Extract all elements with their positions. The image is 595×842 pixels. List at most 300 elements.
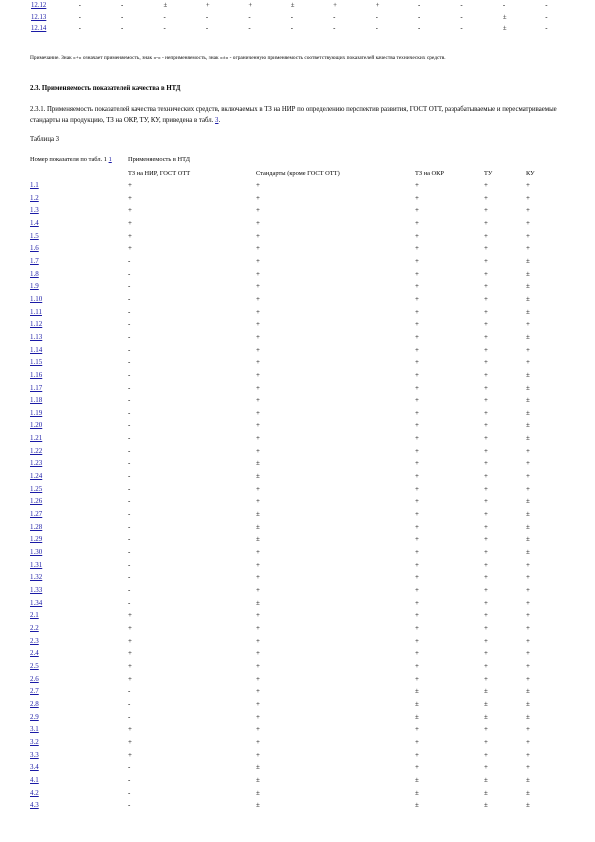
table-3 — [0, 179, 595, 812]
row-number-link[interactable]: 1.31 — [30, 560, 43, 569]
applicability-cell: - — [128, 434, 131, 443]
row-number-link[interactable]: 2.5 — [30, 661, 39, 670]
row-number-link[interactable]: 1.18 — [30, 396, 43, 405]
applicability-cell: - — [128, 256, 131, 265]
row-number-link[interactable]: 12.13 — [31, 13, 47, 21]
applicability-cell: ± — [526, 687, 530, 696]
table-row — [0, 204, 595, 217]
applicability-cell: ± — [526, 282, 530, 291]
applicability-cell: ± — [526, 801, 530, 810]
col-num-header — [30, 156, 120, 164]
row-number-cell — [30, 774, 128, 787]
row-number-link[interactable]: 1.27 — [30, 510, 43, 519]
applicability-cell: + — [128, 661, 132, 670]
applicability-cell: + — [484, 750, 488, 759]
applicability-cell: + — [415, 623, 419, 632]
applicability-cell: + — [484, 497, 488, 506]
applicability-cell: - — [128, 497, 131, 506]
table-row — [0, 268, 595, 281]
applicability-cell: + — [484, 560, 488, 569]
applicability-cell: + — [415, 472, 419, 481]
row-spacer — [0, 584, 30, 597]
applicability-cell: + — [415, 522, 419, 531]
row-number-link[interactable]: 2.1 — [30, 611, 39, 620]
row-number-link[interactable]: 1.21 — [30, 434, 43, 443]
applicability-cell: + — [415, 256, 419, 265]
applicability-cell: - — [128, 522, 131, 531]
table-row — [0, 761, 595, 774]
applicability-cell: - — [128, 269, 131, 278]
table-row — [0, 749, 595, 762]
applicability-cell: + — [415, 396, 419, 405]
table-row — [0, 533, 595, 546]
col-header-nir: ТЗ на НИР, ГОСТ ОТТ — [128, 170, 191, 177]
row-number-cell — [31, 23, 79, 35]
applicability-cell: + — [526, 674, 530, 683]
table-1-link[interactable]: 1 — [108, 156, 112, 163]
row-number-link[interactable]: 1.33 — [30, 586, 43, 594]
mark-cell: + — [333, 2, 337, 9]
applicability-cell: + — [415, 484, 419, 493]
table-row — [0, 559, 595, 572]
row-number-link[interactable]: 3.2 — [30, 737, 39, 746]
row-spacer — [0, 571, 30, 584]
row-number-link[interactable]: 1.28 — [30, 522, 43, 531]
group-header: Применяемость в НТД — [128, 156, 190, 163]
applicability-cell: + — [256, 231, 260, 240]
applicability-cell: + — [256, 396, 260, 405]
row-number-link[interactable]: 1.8 — [30, 269, 39, 278]
row-spacer — [0, 533, 30, 546]
mark-cell: - — [248, 13, 251, 21]
mark-cell: ± — [163, 2, 168, 9]
applicability-cell: - — [128, 484, 131, 493]
table-row — [0, 799, 595, 812]
row-spacer — [0, 419, 30, 432]
applicability-cell: + — [128, 649, 132, 658]
mark-cell: - — [545, 2, 548, 9]
applicability-cell: + — [484, 282, 488, 291]
row-number-cell — [30, 369, 128, 382]
table-row — [0, 698, 595, 711]
applicability-cell: - — [128, 560, 131, 569]
applicability-cell: + — [415, 510, 419, 519]
row-number-cell — [30, 268, 128, 281]
applicability-cell: + — [256, 294, 260, 303]
row-number-link[interactable]: 4.2 — [30, 788, 39, 797]
applicability-cell: ± — [415, 788, 419, 797]
table-row — [0, 483, 595, 496]
applicability-cell: + — [484, 383, 488, 392]
row-number-link[interactable]: 1.13 — [30, 332, 43, 341]
row-number-cell — [30, 698, 128, 711]
row-spacer — [0, 546, 30, 559]
applicability-cell: - — [128, 383, 131, 392]
row-spacer — [0, 660, 30, 673]
applicability-cell: + — [256, 725, 260, 734]
row-number-cell — [30, 407, 128, 420]
applicability-cell: - — [128, 332, 131, 341]
table-row — [0, 584, 595, 597]
applicability-cell: + — [256, 586, 260, 594]
row-number-cell — [30, 609, 128, 622]
applicability-cell: - — [128, 421, 131, 430]
row-number-link[interactable]: 1.34 — [30, 598, 43, 607]
row-spacer — [0, 230, 30, 243]
applicability-cell: + — [415, 332, 419, 341]
applicability-cell: + — [128, 231, 132, 240]
row-number-link[interactable]: 1.30 — [30, 548, 43, 557]
applicability-cell: + — [415, 611, 419, 620]
row-number-link[interactable]: 2.6 — [30, 674, 39, 683]
applicability-cell: + — [415, 269, 419, 278]
row-number-link[interactable]: 1.3 — [30, 206, 39, 215]
applicability-cell: ± — [526, 699, 530, 708]
table-row — [0, 230, 595, 243]
row-number-link[interactable]: 1.9 — [30, 282, 39, 291]
applicability-cell: ± — [526, 269, 530, 278]
row-number-link[interactable]: 3.4 — [30, 763, 39, 772]
table-row — [0, 685, 595, 698]
row-number-cell — [30, 571, 128, 584]
applicability-cell: + — [256, 750, 260, 759]
applicability-cell: + — [415, 231, 419, 240]
row-number-link[interactable]: 1.23 — [30, 459, 43, 468]
applicability-cell: + — [128, 206, 132, 215]
section-heading: 2.3. Применяемость показателей качества в НТД — [30, 85, 181, 92]
applicability-cell: + — [128, 750, 132, 759]
mark-cell: - — [248, 25, 251, 32]
applicability-cell: ± — [256, 775, 260, 784]
applicability-cell: + — [256, 408, 260, 417]
row-number-cell — [30, 647, 128, 660]
row-spacer — [0, 318, 30, 331]
table-row — [0, 546, 595, 559]
row-spacer — [0, 331, 30, 344]
applicability-cell: + — [415, 421, 419, 430]
row-spacer — [0, 723, 30, 736]
row-number-cell — [30, 457, 128, 470]
applicability-cell: + — [484, 231, 488, 240]
row-number-cell — [30, 318, 128, 331]
applicability-cell: + — [415, 181, 419, 189]
row-number-link[interactable]: 1.14 — [30, 345, 43, 354]
row-number-link[interactable]: 2.8 — [30, 699, 39, 708]
mark-cell: - — [205, 13, 209, 21]
row-spacer — [0, 521, 30, 534]
row-number-cell — [30, 546, 128, 559]
row-number-cell — [30, 242, 128, 255]
applicability-cell: - — [128, 763, 131, 772]
row-number-cell — [30, 445, 128, 458]
applicability-cell: + — [526, 345, 530, 354]
applicability-cell: + — [484, 535, 488, 544]
applicability-cell: + — [415, 636, 419, 645]
applicability-cell: + — [484, 611, 488, 620]
top-table-row — [0, 0, 595, 12]
mark-cell: - — [375, 13, 378, 21]
row-number-link[interactable]: 1.16 — [30, 370, 43, 379]
applicability-cell: + — [484, 446, 488, 455]
row-number-cell — [30, 584, 128, 597]
applicability-cell: + — [484, 661, 488, 670]
row-spacer — [0, 698, 30, 711]
row-spacer — [0, 787, 30, 800]
row-number-link[interactable]: 1.25 — [30, 484, 43, 493]
row-number-cell — [30, 394, 128, 407]
row-number-link[interactable]: 1.11 — [30, 307, 42, 316]
row-spacer — [0, 445, 30, 458]
row-spacer — [0, 344, 30, 357]
applicability-cell: - — [128, 294, 131, 303]
row-spacer — [0, 192, 30, 205]
row-spacer — [0, 255, 30, 268]
mark-cell: ± — [290, 2, 295, 9]
col-num-header-text: Номер показателя по табл. 1 — [30, 156, 107, 163]
applicability-cell: + — [484, 522, 488, 531]
row-number-cell — [30, 179, 128, 192]
mark-cell: + — [248, 2, 253, 9]
applicability-cell: + — [256, 446, 260, 455]
row-spacer — [0, 457, 30, 470]
row-number-link[interactable]: 1.2 — [30, 193, 39, 202]
mark-cell: - — [375, 25, 378, 32]
applicability-cell: + — [256, 636, 260, 645]
applicability-cell: + — [526, 649, 530, 658]
row-number-cell — [30, 331, 128, 344]
applicability-cell: + — [256, 181, 260, 189]
row-spacer — [0, 508, 30, 521]
row-spacer — [0, 242, 30, 255]
applicability-cell: + — [484, 358, 488, 367]
row-spacer — [0, 647, 30, 660]
row-spacer — [0, 470, 30, 483]
applicability-cell: ± — [484, 788, 488, 797]
applicability-cell: + — [415, 598, 419, 607]
applicability-cell: + — [484, 674, 488, 683]
applicability-cell: ± — [484, 699, 488, 708]
applicability-cell: - — [128, 459, 131, 468]
row-number-link[interactable]: 1.32 — [30, 573, 43, 582]
row-spacer — [0, 774, 30, 787]
applicability-cell: + — [526, 472, 530, 481]
row-number-link[interactable]: 1.7 — [30, 256, 39, 265]
row-spacer — [0, 293, 30, 306]
row-number-link[interactable]: 1.1 — [30, 181, 39, 189]
applicability-cell: + — [256, 712, 260, 721]
row-number-cell — [30, 685, 128, 698]
row-spacer — [0, 495, 30, 508]
applicability-cell: + — [256, 206, 260, 215]
paragraph-text: 2.3.1. Применяемость показателей качества технических средств, включаемых в ТЗ на НИР по определению перспектив развития, ГОСТ ОТТ, разрабатываемые и пересматриваемые стандарты на продукцию, ТЗ на ОКР, ТУ, КУ, приведена в табл. — [30, 106, 557, 124]
row-number-link[interactable]: 1.22 — [30, 446, 43, 455]
mark-cell: ± — [502, 25, 507, 32]
applicability-cell: + — [128, 181, 132, 189]
row-number-link[interactable]: 3.3 — [30, 750, 39, 759]
row-number-link[interactable]: 1.24 — [30, 472, 43, 481]
table-row — [0, 280, 595, 293]
mark-cell: + — [205, 2, 210, 9]
applicability-cell: + — [484, 510, 488, 519]
applicability-cell: + — [256, 421, 260, 430]
applicability-cell: + — [415, 218, 419, 227]
row-number-link[interactable]: 12.14 — [31, 25, 47, 32]
applicability-cell: + — [415, 763, 419, 772]
row-spacer — [0, 432, 30, 445]
table-row — [0, 660, 595, 673]
table-row — [0, 369, 595, 382]
applicability-cell: + — [484, 484, 488, 493]
applicability-cell: + — [526, 750, 530, 759]
applicability-cell: ± — [526, 421, 530, 430]
applicability-cell: + — [484, 256, 488, 265]
table-caption: Таблица 3 — [30, 136, 60, 143]
applicability-cell: + — [526, 560, 530, 569]
row-number-link[interactable]: 1.10 — [30, 294, 43, 303]
row-number-link[interactable]: 1.5 — [30, 231, 39, 240]
row-number-cell — [30, 356, 128, 369]
applicability-cell: + — [128, 737, 132, 746]
mark-cell: - — [545, 13, 548, 21]
row-spacer — [0, 356, 30, 369]
applicability-cell: ± — [526, 256, 530, 265]
row-number-cell — [30, 255, 128, 268]
applicability-cell: + — [256, 623, 260, 632]
mark-cell: - — [78, 13, 81, 21]
row-number-link[interactable]: 1.12 — [30, 320, 43, 329]
applicability-cell: + — [484, 434, 488, 443]
applicability-cell: + — [415, 383, 419, 392]
row-number-link[interactable]: 1.6 — [30, 244, 39, 253]
mark-cell: - — [121, 2, 124, 9]
applicability-cell: + — [484, 218, 488, 227]
row-spacer — [0, 369, 30, 382]
applicability-cell: ± — [526, 788, 530, 797]
row-number-link[interactable]: 4.3 — [30, 801, 39, 810]
applicability-cell: + — [415, 459, 419, 468]
row-number-link[interactable]: 2.2 — [30, 623, 39, 632]
applicability-cell: + — [256, 649, 260, 658]
applicability-cell: + — [256, 193, 260, 202]
row-number-link[interactable]: 1.20 — [30, 421, 43, 430]
row-number-link[interactable]: 2.3 — [30, 636, 39, 645]
row-number-link[interactable]: 1.19 — [30, 408, 43, 417]
applicability-cell: + — [526, 763, 530, 772]
table-row — [0, 787, 595, 800]
applicability-cell: ± — [526, 332, 530, 341]
table-row — [0, 179, 595, 192]
applicability-cell: + — [256, 282, 260, 291]
mark-cell: - — [78, 25, 81, 32]
applicability-cell: + — [484, 408, 488, 417]
applicability-cell: - — [128, 396, 131, 405]
applicability-cell: + — [415, 345, 419, 354]
applicability-cell: + — [128, 623, 132, 632]
row-number-cell — [30, 419, 128, 432]
col-header-standards: Стандарты (кроме ГОСТ ОТТ) — [256, 170, 340, 177]
applicability-cell: ± — [256, 472, 260, 481]
row-number-link[interactable]: 2.9 — [30, 712, 39, 721]
applicability-cell: - — [128, 408, 131, 417]
applicability-cell: + — [415, 282, 419, 291]
applicability-cell: + — [526, 231, 530, 240]
applicability-cell: + — [256, 661, 260, 670]
table-row — [0, 457, 595, 470]
row-number-link[interactable]: 1.4 — [30, 218, 39, 227]
applicability-cell: + — [256, 345, 260, 354]
applicability-cell: + — [415, 497, 419, 506]
row-spacer — [0, 622, 30, 635]
applicability-cell: ± — [484, 712, 488, 721]
table-row — [0, 293, 595, 306]
row-number-link[interactable]: 2.4 — [30, 649, 39, 658]
applicability-cell: - — [128, 446, 131, 455]
table-3-link[interactable]: 3 — [215, 117, 219, 124]
row-number-link[interactable]: 1.15 — [30, 358, 43, 367]
applicability-cell: + — [484, 193, 488, 202]
mark-cell: - — [290, 13, 293, 21]
table-row — [0, 609, 595, 622]
applicability-cell: + — [415, 370, 419, 379]
row-number-link[interactable]: 1.17 — [30, 383, 43, 392]
applicability-cell: + — [128, 636, 132, 645]
table-row — [0, 242, 595, 255]
table-row — [0, 318, 595, 331]
applicability-cell: - — [128, 687, 131, 696]
table-row — [0, 597, 595, 610]
row-number-cell — [30, 344, 128, 357]
applicability-cell: + — [415, 737, 419, 746]
row-number-cell — [30, 382, 128, 395]
paragraph-tail: . — [218, 117, 221, 124]
applicability-cell: + — [415, 586, 419, 594]
row-number-cell — [30, 559, 128, 572]
applicability-cell: ± — [526, 510, 530, 519]
applicability-cell: + — [484, 294, 488, 303]
applicability-cell: ± — [484, 687, 488, 696]
row-number-link[interactable]: 1.26 — [30, 497, 43, 506]
applicability-cell: - — [128, 801, 131, 810]
table-row — [0, 736, 595, 749]
row-number-cell — [30, 230, 128, 243]
applicability-cell: + — [526, 661, 530, 670]
applicability-cell: + — [256, 307, 260, 316]
row-number-link[interactable]: 3.1 — [30, 725, 39, 734]
applicability-cell: ± — [526, 294, 530, 303]
applicability-cell: ± — [526, 548, 530, 557]
row-spacer — [0, 407, 30, 420]
applicability-cell: + — [256, 611, 260, 620]
row-number-cell — [31, 12, 79, 24]
row-number-link[interactable]: 2.7 — [30, 687, 39, 696]
row-spacer — [0, 711, 30, 724]
row-number-cell — [30, 799, 128, 812]
applicability-cell: + — [484, 598, 488, 607]
applicability-cell: ± — [415, 801, 419, 810]
row-spacer — [0, 749, 30, 762]
table-note: Примечание. Знак «+» означает применяемость, знак «-» - неприменяемость, знак «±» - ограниченную применяемость соответствующих показателей качества технических средств. — [30, 55, 446, 61]
row-number-link[interactable]: 1.29 — [30, 535, 43, 544]
table-row — [0, 495, 595, 508]
row-spacer — [0, 736, 30, 749]
row-number-link[interactable]: 12.12 — [31, 2, 47, 9]
row-number-link[interactable]: 4.1 — [30, 775, 39, 784]
row-number-cell — [30, 533, 128, 546]
row-spacer — [0, 0, 31, 12]
applicability-cell: + — [415, 244, 419, 253]
applicability-cell: - — [128, 282, 131, 291]
applicability-cell: + — [256, 497, 260, 506]
